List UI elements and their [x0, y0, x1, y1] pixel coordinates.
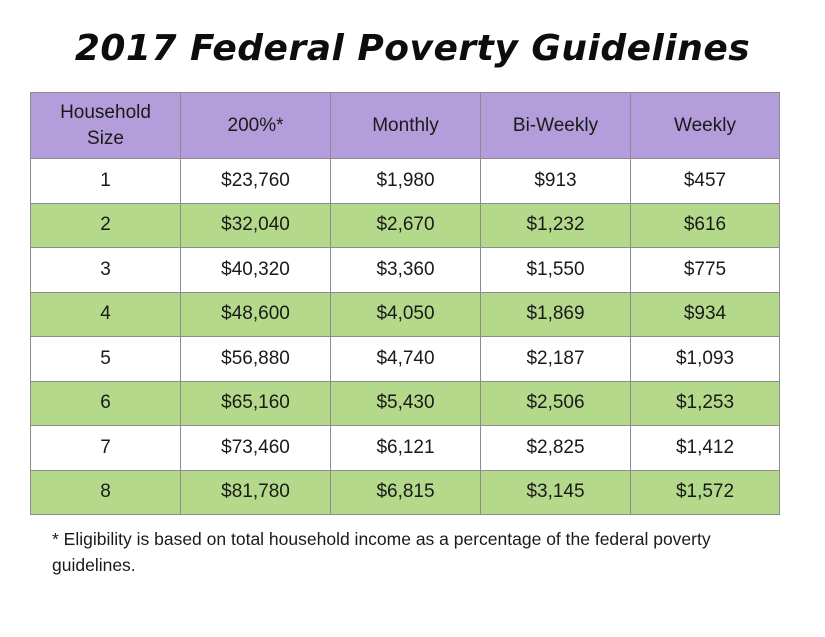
cell-monthly: $2,670: [331, 203, 481, 248]
cell-household-size: 7: [31, 426, 181, 471]
cell-bi-weekly: $2,825: [481, 426, 631, 471]
cell-weekly: $1,253: [631, 381, 780, 426]
cell-bi-weekly: $1,869: [481, 292, 631, 337]
cell-household-size: 1: [31, 159, 181, 204]
cell-monthly: $1,980: [331, 159, 481, 204]
cell-200-percent: $32,040: [181, 203, 331, 248]
cell-household-size: 4: [31, 292, 181, 337]
cell-bi-weekly: $3,145: [481, 470, 631, 515]
cell-household-size: 2: [31, 203, 181, 248]
cell-monthly: $3,360: [331, 248, 481, 293]
cell-200-percent: $65,160: [181, 381, 331, 426]
cell-bi-weekly: $2,187: [481, 337, 631, 382]
cell-monthly: $4,050: [331, 292, 481, 337]
table-header-row: [31, 93, 780, 159]
cell-weekly: $457: [631, 159, 780, 204]
cell-bi-weekly: $1,232: [481, 203, 631, 248]
cell-monthly: $4,740: [331, 337, 481, 382]
cell-200-percent: $81,780: [181, 470, 331, 515]
table-row: [31, 381, 780, 426]
header-household-size-label: Household Size: [60, 101, 151, 149]
cell-weekly: $1,093: [631, 337, 780, 382]
cell-household-size: 3: [31, 248, 181, 293]
cell-weekly: $1,412: [631, 426, 780, 471]
header-monthly: Monthly: [331, 93, 481, 159]
cell-household-size: 5: [31, 337, 181, 382]
table-row: [31, 248, 780, 293]
cell-bi-weekly: $2,506: [481, 381, 631, 426]
cell-200-percent: $23,760: [181, 159, 331, 204]
header-bi-weekly: Bi-Weekly: [481, 93, 631, 159]
cell-weekly: $775: [631, 248, 780, 293]
cell-weekly: $934: [631, 292, 780, 337]
cell-200-percent: $56,880: [181, 337, 331, 382]
table-row: [31, 337, 780, 382]
header-weekly: Weekly: [631, 93, 780, 159]
cell-monthly: $6,121: [331, 426, 481, 471]
cell-monthly: $5,430: [331, 381, 481, 426]
header-household-size: [31, 93, 181, 159]
cell-200-percent: $40,320: [181, 248, 331, 293]
table-row: [31, 159, 780, 204]
table-row: [31, 426, 780, 471]
table-row: [31, 470, 780, 515]
eligibility-footnote: * Eligibility is based on total household income as a percentage of the federal poverty guidelines.: [52, 529, 711, 575]
cell-monthly: $6,815: [331, 470, 481, 515]
table-row: [31, 203, 780, 248]
cell-household-size: 6: [31, 381, 181, 426]
cell-bi-weekly: $913: [481, 159, 631, 204]
cell-weekly: $1,572: [631, 470, 780, 515]
cell-200-percent: $48,600: [181, 292, 331, 337]
cell-bi-weekly: $1,550: [481, 248, 631, 293]
cell-household-size: 8: [31, 470, 181, 515]
page-title: 2017 Federal Poverty Guidelines: [74, 28, 751, 69]
header-200-percent: 200%*: [181, 93, 331, 159]
table-row: [31, 292, 780, 337]
cell-weekly: $616: [631, 203, 780, 248]
cell-200-percent: $73,460: [181, 426, 331, 471]
poverty-guidelines-table: [30, 92, 780, 515]
